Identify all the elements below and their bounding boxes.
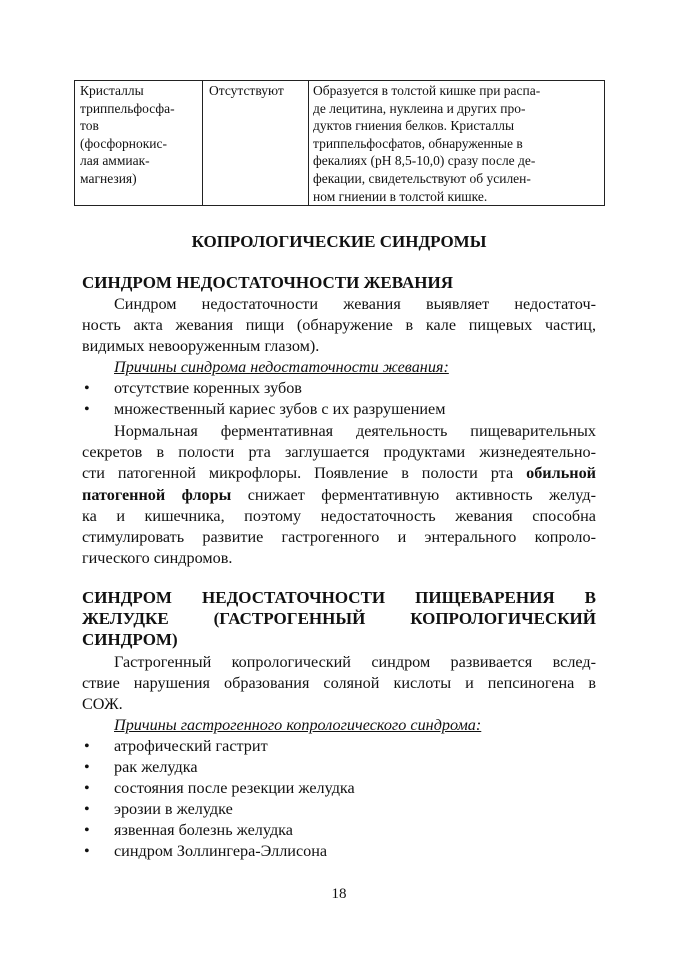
crystals-table [74, 80, 605, 206]
paragraph-line: гического синдромов. [82, 549, 233, 567]
text-span: сти патогенной микрофлоры. Появление в полости рта [82, 464, 514, 482]
table-cell-norm [203, 81, 309, 206]
cell-line: ном гниении в толстой кишке. [313, 188, 488, 204]
paragraph-line [82, 464, 596, 483]
paragraph-line: стимулировать развитие гастрогенного и энтерального копроло- [82, 528, 596, 546]
table-cell-name [75, 81, 203, 206]
cell-line: (фосфорнокис- [80, 135, 167, 151]
cell-line: дуктов гниения белков. Кристаллы [313, 118, 515, 134]
syndrome-heading: СИНДРОМ НЕДОСТАТОЧНОСТИ ПИЩЕВАРЕНИЯ В [82, 588, 596, 607]
cell-line: Кристаллы [80, 83, 144, 98]
bullet-icon: • [84, 379, 90, 397]
paragraph-line: ность акта жевания пищи (обнаружение в кале пищевых частиц, [82, 316, 596, 334]
paragraph-line: Нормальная ферментативная деятельность пищеварительных [114, 422, 596, 440]
causes-title: Причины синдрома недостаточности жевания: [114, 358, 449, 376]
paragraph-line: секретов в полости рта заглушается продуктами жизнедеятельно- [82, 443, 596, 461]
list-item: эрозии в желудке [114, 800, 233, 818]
list-item: множественный кариес зубов с их разрушением [114, 400, 446, 418]
syndrome-heading: СИНДРОМ) [82, 630, 178, 649]
paragraph-line: ка и кишечника, поэтому недостаточность жевания способна [82, 507, 596, 525]
cell-line: триппельфосфатов, обнаруженные в [313, 135, 523, 151]
paragraph-line: ствие нарушения образования соляной кислоты и пепсиногена в [82, 674, 596, 692]
table-row [75, 81, 605, 206]
section-title: КОПРОЛОГИЧЕСКИЕ СИНДРОМЫ [191, 232, 487, 251]
list-item: отсутствие коренных зубов [114, 379, 302, 397]
text-span: снижает ферментативную активность желуд- [247, 486, 596, 504]
bullet-icon: • [84, 758, 90, 776]
cell-line: триппельфосфа- [80, 100, 175, 116]
cell-line: фекалиях (рН 8,5-10,0) сразу после де- [313, 153, 536, 169]
list-item: атрофический гастрит [114, 737, 268, 755]
bullet-icon: • [84, 800, 90, 818]
table-cell-description [309, 81, 605, 206]
list-item: рак желудка [114, 758, 198, 776]
paragraph-line: Гастрогенный копрологический синдром развивается вслед- [114, 653, 596, 671]
syndrome-heading: СИНДРОМ НЕДОСТАТОЧНОСТИ ЖЕВАНИЯ [82, 273, 454, 292]
paragraph-line [82, 486, 596, 505]
list-item: состояния после резекции желудка [114, 779, 355, 797]
cell-line: де лецитина, нуклеина и других про- [313, 100, 526, 116]
cell-line: тов [80, 118, 99, 134]
bullet-icon: • [84, 779, 90, 797]
syndrome-heading: ЖЕЛУДКЕ (ГАСТРОГЕННЫЙ КОПРОЛОГИЧЕСКИЙ [82, 609, 596, 628]
bold-term: патогенной флоры [82, 486, 232, 504]
cell-line: магнезия) [80, 170, 137, 186]
cell-line: лая аммиак- [80, 153, 150, 169]
causes-title: Причины гастрогенного копрологического синдрома: [114, 716, 482, 734]
cell-line: фекации, свидетельствуют об усилен- [313, 170, 531, 186]
cell-line: Отсутствуют [209, 83, 284, 98]
paragraph-line: Синдром недостаточности жевания выявляет недостаточ- [114, 295, 596, 313]
bullet-icon: • [84, 842, 90, 860]
paragraph-line: видимых невооруженным глазом). [82, 337, 320, 355]
paragraph-line: СОЖ. [82, 695, 123, 713]
list-item: синдром Золлингера-Эллисона [114, 842, 328, 860]
cell-line: Образуется в толстой кишке при распа- [313, 83, 541, 98]
bullet-icon: • [84, 821, 90, 839]
bullet-icon: • [84, 737, 90, 755]
bullet-icon: • [84, 400, 90, 418]
list-item: язвенная болезнь желудка [114, 821, 293, 839]
page-number: 18 [331, 886, 347, 902]
bold-term: обильной [526, 464, 597, 482]
